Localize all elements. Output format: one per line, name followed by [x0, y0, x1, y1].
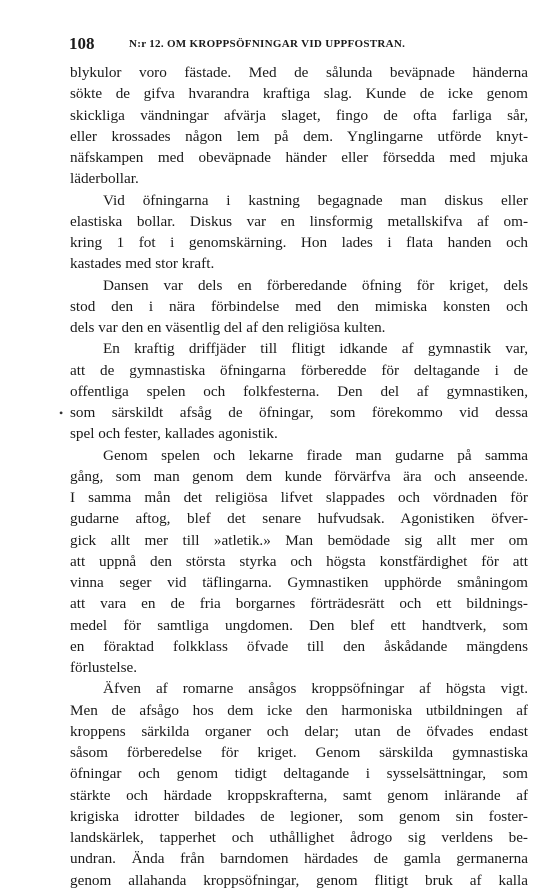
text-line: gick allt mer till »atletik.» Man bemödade sig allt mer om: [70, 531, 528, 549]
text-line: att vara en de fria borgarnes förträdesrätt och ett bildnings-: [70, 595, 528, 613]
text-line: spel och fester, kallades agonistik.: [70, 425, 278, 443]
text-line: blykulor voro fästade. Med de sålunda beväpnade händerna: [70, 64, 528, 81]
paragraph-start-line: Dansen var dels en förberedande öfning för kriget, dels: [103, 276, 528, 294]
text-line: att de gymnastiska öfningarna förberedde för deltagande i de: [70, 361, 528, 379]
text-line: näfskampen med obeväpnade händer eller försedda med mjuka: [70, 149, 528, 166]
paragraph-start-line: En kraftig driffjäder till flitigt idkande af gymnastik var,: [103, 340, 528, 358]
text-line: vinna seger vid täflingarna. Gymnastiken upphörde småningom: [70, 574, 528, 591]
text-line: gång, som man genom dem kunde förvärfva ära och anseende.: [70, 467, 528, 485]
text-line: krigiska idrotter bildades de legioner, som genom sin foster-: [70, 807, 528, 825]
text-line: stod den i nära förbindelse med den mimiska konsten och: [70, 297, 528, 315]
text-line: kastades med stor kraft.: [70, 255, 215, 273]
body-text: [70, 62, 528, 891]
text-line: sökte de gifva hvarandra kraftiga slag. Kunde de icke genom: [70, 85, 528, 103]
text-line: Men de afsågo hos dem icke den harmoniska utbildningen af: [70, 701, 528, 719]
text-line: offentliga spelen och folkfesterna. Den del af gymnastiken,: [70, 382, 528, 400]
page-header: [69, 34, 529, 56]
text-line: undran. Ända från barndomen härdades de gamla germanerna: [70, 850, 528, 868]
text-line: kroppens särkilda organer och delar; utan de öfvades endast: [70, 722, 528, 740]
text-line: stärkte och härdade kroppskrafterna, samt genom inlärande af: [70, 786, 528, 804]
paragraph-start-line: Vid öfningarna i kastning begagnade man diskus eller: [103, 191, 528, 209]
text-line: dels var den en väsentlig del af den religiösa kulten.: [70, 319, 386, 336]
text-line: skickliga vändningar afvärja slaget, fingo de ofta farliga sår,: [70, 106, 528, 124]
paragraph-start-line: Äfven af romarne ansågos kroppsöfningar af högsta vigt.: [103, 680, 528, 698]
text-line: kring 1 fot i genomskärning. Hon lades i flata handen och: [70, 234, 528, 251]
text-line: läderbollar.: [70, 170, 139, 188]
page-number: 108: [69, 34, 95, 53]
text-line: förlustelse.: [70, 659, 138, 676]
text-line: elastiska bollar. Diskus var en linsformig metallskifva af om-: [70, 212, 528, 230]
text-line: öfningar och genom tidigt deltagande i sysselsättningar, som: [70, 765, 528, 783]
text-line: som särskildt afsåg de öfningar, som förekommo vid dessa: [70, 404, 528, 421]
text-line: eller krossades någon lem på dem. Ynglingarne utförde knyt-: [70, 127, 528, 145]
text-line: att uppnå den största styrka och högsta konstfärdighet för att: [70, 552, 528, 570]
text-line: I samma mån det religiösa lifvet slappades och vördnaden för: [70, 489, 528, 506]
text-line: medel för samtliga ungdomen. Den blef ett handtverk, som: [70, 616, 528, 634]
text-line: gudarne aftog, blef det senare hufvudsak. Agonistiken öfver-: [70, 510, 528, 528]
text-line: landskärlek, tapperhet och uthållighet ådrogo sig verldens be-: [70, 829, 528, 846]
text-line: en föraktad folkklass öfvade till den åskådande mängdens: [70, 637, 528, 655]
text-line: såsom förberedelse för kriget. Genom särskilda gymnastiska: [70, 744, 528, 761]
running-title: N:r 12. OM KROPPSÖFNINGAR VID UPPFOSTRAN.: [129, 38, 406, 50]
margin-mark: •: [59, 406, 64, 420]
text-line: genom allahanda kroppsöfningar, genom flitigt bruk af kalla: [70, 871, 528, 889]
paragraph-start-line: Genom spelen och lekarne firade man gudarne på samma: [103, 446, 528, 464]
